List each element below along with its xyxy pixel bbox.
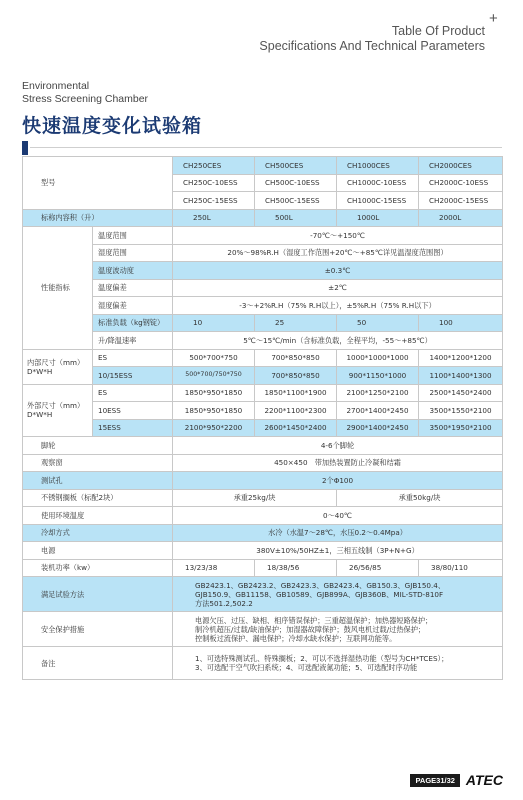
capacity-cell: 500L — [255, 209, 337, 227]
table-row-power — [23, 542, 503, 560]
inner-dim-label-line1: 内部尺寸（mm） — [27, 357, 85, 367]
capacity-cell: 250L — [173, 209, 255, 227]
safety-value — [173, 612, 503, 647]
outer-cell: 1850*1100*1900 — [255, 384, 337, 402]
footer — [410, 772, 503, 788]
hum-dev-label: 湿度偏差 — [93, 297, 173, 315]
header-title-line2: Specifications And Technical Parameters — [259, 39, 485, 53]
standards-line: 方法501.2,502.2 — [195, 598, 253, 608]
outer-sub-label: 10ESS — [93, 402, 173, 420]
capacity-label: 标称内容积（升） — [23, 209, 173, 227]
table-row-capacity — [23, 209, 503, 227]
inner-cell: 900*1150*1000 — [337, 367, 419, 385]
inner-cell: 700*850*850 — [255, 367, 337, 385]
table-row-outer — [23, 419, 503, 437]
outer-cell: 3500*1950*2100 — [419, 419, 503, 437]
notes-line: 1、可选特殊测试孔、特殊搁板；2、可以不选择湿热功能（型号为CH*TCES）； — [195, 654, 449, 663]
outer-dim-label-line2: D*W*H — [27, 410, 53, 420]
model-cell: CH250C-15ESS — [173, 192, 255, 210]
power-value: 380V±10%/50HZ±1，三相五线制（3P+N+G） — [173, 542, 503, 560]
casters-value: 4-6个脚轮 — [173, 437, 503, 455]
installed-power-cell: 38/80/110 — [419, 559, 503, 577]
section-subtitle-line1: Environmental — [22, 80, 90, 92]
inner-dim-label-line2: D*W*H — [27, 366, 53, 376]
table-row-load — [23, 314, 503, 332]
standards-line: GB2423.1、GB2423.2、GB2423.3、GB2423.4、GB150.3、GJB150.4、 — [195, 580, 446, 590]
title-divider — [30, 147, 502, 148]
table-row-inner — [23, 349, 503, 367]
outer-sub-label: ES — [93, 384, 173, 402]
outer-cell: 3500*1550*2100 — [419, 402, 503, 420]
outer-sub-label: 15ESS — [93, 419, 173, 437]
cooling-label: 冷却方式 — [23, 524, 173, 542]
env-temp-label: 使用环境温度 — [23, 507, 173, 525]
section-subtitle-line2: Stress Screening Chamber — [22, 93, 149, 105]
inner-sub-label: ES — [93, 349, 173, 367]
inner-cell: 500*700*750 — [173, 349, 255, 367]
inner-cell: 1000*1000*1000 — [337, 349, 419, 367]
model-cell: CH2000C-10ESS — [419, 174, 503, 192]
notes-value — [173, 647, 503, 680]
table-row-shelf — [23, 489, 503, 507]
outer-dim-label-line1: 外部尺寸（mm） — [27, 401, 85, 411]
table-row-standards — [23, 577, 503, 612]
notes-line: 3、可选配干空气吹扫系统；4、可选配液氮功能；5、可选配时序功能 — [195, 663, 418, 672]
installed-power-cell: 18/38/56 — [255, 559, 337, 577]
outer-dim-label — [23, 384, 93, 437]
page-number-badge: PAGE31/32 — [410, 774, 459, 787]
table-row-temp-range — [23, 227, 503, 245]
rate-value: 5℃～15℃/min（含标准负载，全程平均，-55～+85℃） — [173, 332, 503, 350]
temp-fluct-label: 温度波动度 — [93, 262, 173, 280]
safety-line: 制冷机超压/过载/缺油保护；加湿器故障保护；鼓风电机过载/过热保护； — [195, 624, 426, 634]
temp-dev-value: ±2℃ — [173, 279, 503, 297]
installed-power-cell: 13/23/38 — [173, 559, 255, 577]
window-value: 450×450 带加热装置防止冷凝和结霜 — [173, 454, 503, 472]
table-row-safety — [23, 612, 503, 647]
installed-power-cell: 26/56/85 — [337, 559, 419, 577]
model-cell: CH1000C-15ESS — [337, 192, 419, 210]
inner-dim-label — [23, 349, 93, 384]
table-row-outer — [23, 384, 503, 402]
shelf-value: 承重50kg/块 — [337, 489, 503, 507]
safety-line: 控制板过流保护、漏电保护；冷却水缺水保护；互联网功能等。 — [195, 633, 397, 643]
test-hole-label: 测试孔 — [23, 472, 173, 490]
outer-cell: 2100*1250*2100 — [337, 384, 419, 402]
outer-cell: 2900*1400*2450 — [337, 419, 419, 437]
standards-label: 满足试验方法 — [23, 577, 173, 612]
humidity-range-value: 20%～98%R.H（湿度工作范围+20℃～+85℃详见温湿度范围图） — [173, 244, 503, 262]
outer-cell: 2600*1450*2400 — [255, 419, 337, 437]
atec-logo: ATEC — [465, 772, 503, 788]
notes-label: 备注 — [23, 647, 173, 680]
outer-cell: 1850*950*1850 — [173, 384, 255, 402]
outer-cell: 1850*950*1850 — [173, 402, 255, 420]
inner-cell: 500*700/750*750 — [173, 367, 255, 385]
model-cell: CH2000C-15ESS — [419, 192, 503, 210]
model-label: 型号 — [23, 157, 173, 210]
temp-dev-label: 温度偏差 — [93, 279, 173, 297]
humidity-range-label: 湿度范围 — [93, 244, 173, 262]
table-row-window — [23, 454, 503, 472]
rate-label: 升/降温速率 — [93, 332, 173, 350]
load-cell: 25 — [255, 314, 337, 332]
outer-cell: 2200*1100*2300 — [255, 402, 337, 420]
model-cell: CH500C-10ESS — [255, 174, 337, 192]
capacity-cell: 2000L — [419, 209, 503, 227]
casters-label: 脚轮 — [23, 437, 173, 455]
table-row-env-temp — [23, 507, 503, 525]
spec-table — [22, 156, 503, 680]
model-cell: CH250CES — [173, 157, 255, 175]
title-accent-bar — [22, 141, 28, 155]
safety-line: 电源欠压、过压、缺相、相序错误保护；三重超温保护；加热器短路保护； — [195, 615, 433, 625]
page-title: 快速温度变化试验箱 — [22, 115, 203, 137]
capacity-cell: 1000L — [337, 209, 419, 227]
table-row-installed-power — [23, 559, 503, 577]
standards-line: GJB150.9、GB11158、GB10589、GJB899A、GJB360B、MIL-STD-810F — [195, 589, 444, 599]
safety-label: 安全保护措施 — [23, 612, 173, 647]
table-row-hum-dev — [23, 297, 503, 315]
inner-cell: 1400*1200*1200 — [419, 349, 503, 367]
model-cell: CH2000CES — [419, 157, 503, 175]
inner-sub-label: 10/15ESS — [93, 367, 173, 385]
model-cell: CH250C-10ESS — [173, 174, 255, 192]
table-row-outer — [23, 402, 503, 420]
table-row-model — [23, 157, 503, 175]
table-row-humidity-range — [23, 244, 503, 262]
shelf-value: 承重25kg/块 — [173, 489, 337, 507]
temp-range-value: -70℃～+150℃ — [173, 227, 503, 245]
window-label: 观察窗 — [23, 454, 173, 472]
temp-fluct-value: ±0.3℃ — [173, 262, 503, 280]
outer-cell: 2700*1400*2450 — [337, 402, 419, 420]
header-plus-icon: + — [489, 10, 498, 27]
table-row-casters — [23, 437, 503, 455]
env-temp-value: 0～40℃ — [173, 507, 503, 525]
table-row-temp-fluct — [23, 262, 503, 280]
table-row-inner — [23, 367, 503, 385]
load-cell: 100 — [419, 314, 503, 332]
model-cell: CH1000C-10ESS — [337, 174, 419, 192]
load-cell: 50 — [337, 314, 419, 332]
inner-cell: 1100*1400*1300 — [419, 367, 503, 385]
table-row-test-hole — [23, 472, 503, 490]
model-cell: CH500C-15ESS — [255, 192, 337, 210]
outer-cell: 2500*1450*2400 — [419, 384, 503, 402]
table-row-cooling — [23, 524, 503, 542]
inner-cell: 700*850*850 — [255, 349, 337, 367]
header-title-line1: Table Of Product — [391, 24, 485, 38]
cooling-value: 水冷（水温7～28℃，水压0.2～0.4Mpa） — [173, 524, 503, 542]
outer-cell: 2100*950*2200 — [173, 419, 255, 437]
load-label: 标准负载（kg钢锭） — [93, 314, 173, 332]
table-row-rate — [23, 332, 503, 350]
table-row-temp-dev — [23, 279, 503, 297]
model-cell: CH1000CES — [337, 157, 419, 175]
hum-dev-value: -3～+2%R.H（75% R.H以上），±5%R.H（75% R.H以下） — [173, 297, 503, 315]
load-cell: 10 — [173, 314, 255, 332]
power-label: 电源 — [23, 542, 173, 560]
model-cell: CH500CES — [255, 157, 337, 175]
temp-range-label: 温度范围 — [93, 227, 173, 245]
table-row-notes — [23, 647, 503, 680]
test-hole-value: 2个Φ100 — [173, 472, 503, 490]
shelf-label: 不锈钢搁板（标配2块） — [23, 489, 173, 507]
installed-power-label: 装机功率（kw） — [23, 559, 173, 577]
standards-value — [173, 577, 503, 612]
perf-label: 性能指标 — [23, 227, 93, 350]
